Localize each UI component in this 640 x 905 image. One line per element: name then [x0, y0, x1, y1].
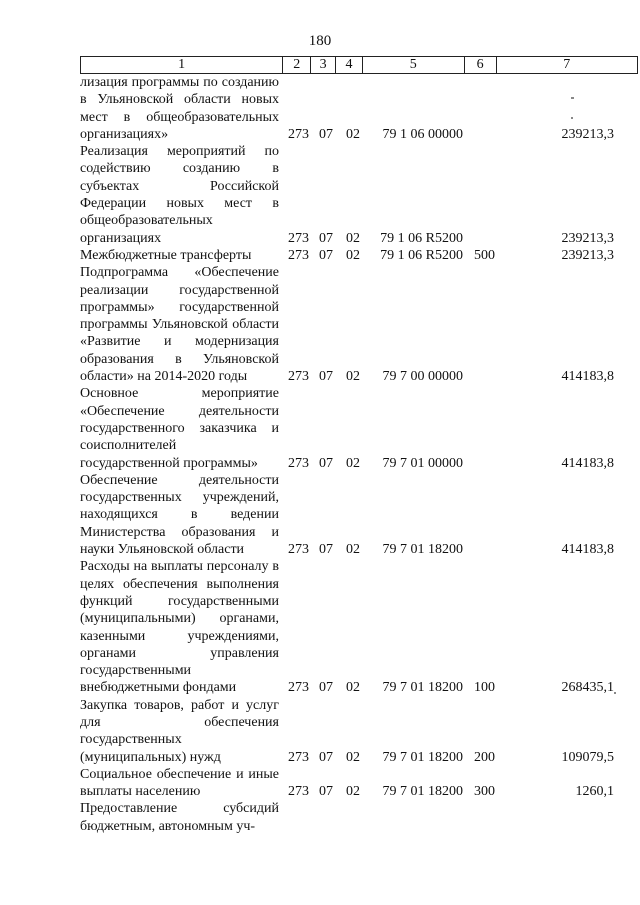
column-header: 7	[563, 57, 571, 72]
row-description: Расходы на выплаты персоналу в целях обеспечения выполнения функций государственными (муниципальными) органами, казенными учреждениями, органами управления государственными внебюджетными фондами	[80, 559, 279, 696]
row-codes	[283, 472, 638, 558]
column-header: 4	[336, 57, 363, 73]
target-article-code: 79 1 06 00000	[382, 126, 463, 142]
expense-type-code: 300	[474, 784, 495, 800]
section-code: 07	[319, 126, 333, 142]
amount: 414183,8	[561, 542, 614, 558]
table-row	[80, 247, 640, 264]
subsection-code: 02	[346, 247, 360, 263]
subsection-code: 02	[346, 680, 360, 696]
section-code: 07	[319, 369, 333, 385]
row-description: Реализация мероприятий по содействию созданию в субъектах Российской Федерации новых мест в общеобразовательных организациях	[80, 144, 279, 246]
row-description: Подпрограмма «Обеспечение реализации государственной программы» государственной программы Ульяновской области «Развитие и модернизация образования в Ульяновской области» на 2014-2020 годы	[80, 265, 279, 385]
target-article-code: 79 1 06 R5200	[380, 247, 463, 263]
row-codes	[283, 143, 638, 247]
table-body	[80, 74, 640, 835]
subsection-code: 02	[346, 784, 360, 800]
table-row	[80, 472, 640, 558]
row-description: Основное мероприятие «Обеспечение деятельности государственного заказчика и соисполнителей государственной программы»	[80, 386, 279, 471]
scan-speck	[571, 117, 573, 119]
table-header-row	[80, 56, 638, 74]
column-header: 2	[283, 57, 311, 73]
subsection-code: 02	[346, 230, 360, 246]
table-row	[80, 697, 640, 766]
scan-speck	[614, 692, 616, 694]
section-code: 07	[319, 542, 333, 558]
target-article-code: 79 7 01 00000	[382, 455, 463, 471]
ministry-code: 273	[288, 247, 309, 263]
row-description: Обеспечение деятельности государственных учреждений, находящихся в ведении Министерства образования и науки Ульяновской области	[80, 472, 279, 558]
row-description: Межбюджетные трансферты	[80, 247, 252, 263]
table-row	[80, 74, 640, 143]
section-code: 07	[319, 247, 333, 263]
subsection-code: 02	[346, 455, 360, 471]
section-code: 07	[319, 680, 333, 696]
table-row	[80, 800, 640, 835]
ministry-code: 273	[288, 749, 309, 765]
row-description: Предоставление субсидий бюджетным, автономным уч-	[80, 801, 279, 834]
row-codes	[283, 766, 638, 801]
ministry-code: 273	[288, 126, 309, 142]
section-code: 07	[319, 230, 333, 246]
row-codes	[283, 800, 638, 835]
section-code: 07	[319, 784, 333, 800]
target-article-code: 79 1 06 R5200	[380, 230, 463, 246]
table-row	[80, 264, 640, 385]
row-codes	[283, 74, 638, 143]
section-code: 07	[319, 749, 333, 765]
subsection-code: 02	[346, 369, 360, 385]
table-row	[80, 766, 640, 801]
row-description: Социальное обеспечение и иные выплаты населению	[80, 766, 279, 800]
expense-type-code: 200	[474, 749, 495, 765]
amount: 239213,3	[561, 126, 614, 142]
ministry-code: 273	[288, 784, 309, 800]
row-description: Закупка товаров, работ и услуг для обеспечения государственных (муниципальных) нужд	[80, 697, 279, 765]
amount: 414183,8	[561, 455, 614, 471]
row-codes	[283, 558, 638, 696]
ministry-code: 273	[288, 680, 309, 696]
target-article-code: 79 7 01 18200	[382, 542, 463, 558]
target-article-code: 79 7 01 18200	[382, 749, 463, 765]
amount: 239213,3	[561, 247, 614, 263]
subsection-code: 02	[346, 749, 360, 765]
target-article-code: 79 7 01 18200	[382, 680, 463, 696]
row-codes	[283, 247, 638, 264]
row-codes	[283, 264, 638, 385]
amount: 414183,8	[561, 369, 614, 385]
table-row	[80, 143, 640, 247]
budget-table	[80, 56, 640, 835]
subsection-code: 02	[346, 126, 360, 142]
amount: 109079,5	[561, 749, 614, 765]
target-article-code: 79 7 00 00000	[382, 369, 463, 385]
row-codes	[283, 697, 638, 766]
amount: 1260,1	[575, 784, 614, 800]
expense-type-code: 100	[474, 680, 495, 696]
amount: 239213,3	[561, 230, 614, 246]
table-row	[80, 558, 640, 696]
ministry-code: 273	[288, 369, 309, 385]
row-codes	[283, 385, 638, 471]
subsection-code: 02	[346, 542, 360, 558]
row-description: лизация программы по созданию в Ульяновской области новых мест в общеобразовательных организациях»	[80, 75, 279, 142]
target-article-code: 79 7 01 18200	[382, 784, 463, 800]
amount: 268435,1	[561, 680, 614, 696]
column-header: 6	[465, 57, 497, 73]
scan-speck	[571, 97, 574, 99]
column-header: 1	[81, 57, 283, 73]
ministry-code: 273	[288, 455, 309, 471]
section-code: 07	[319, 455, 333, 471]
table-row	[80, 385, 640, 471]
page-number: 180	[308, 33, 332, 49]
expense-type-code: 500	[474, 247, 495, 263]
column-header: 5	[363, 57, 465, 73]
column-header: 3	[311, 57, 336, 73]
ministry-code: 273	[288, 230, 309, 246]
ministry-code: 273	[288, 542, 309, 558]
